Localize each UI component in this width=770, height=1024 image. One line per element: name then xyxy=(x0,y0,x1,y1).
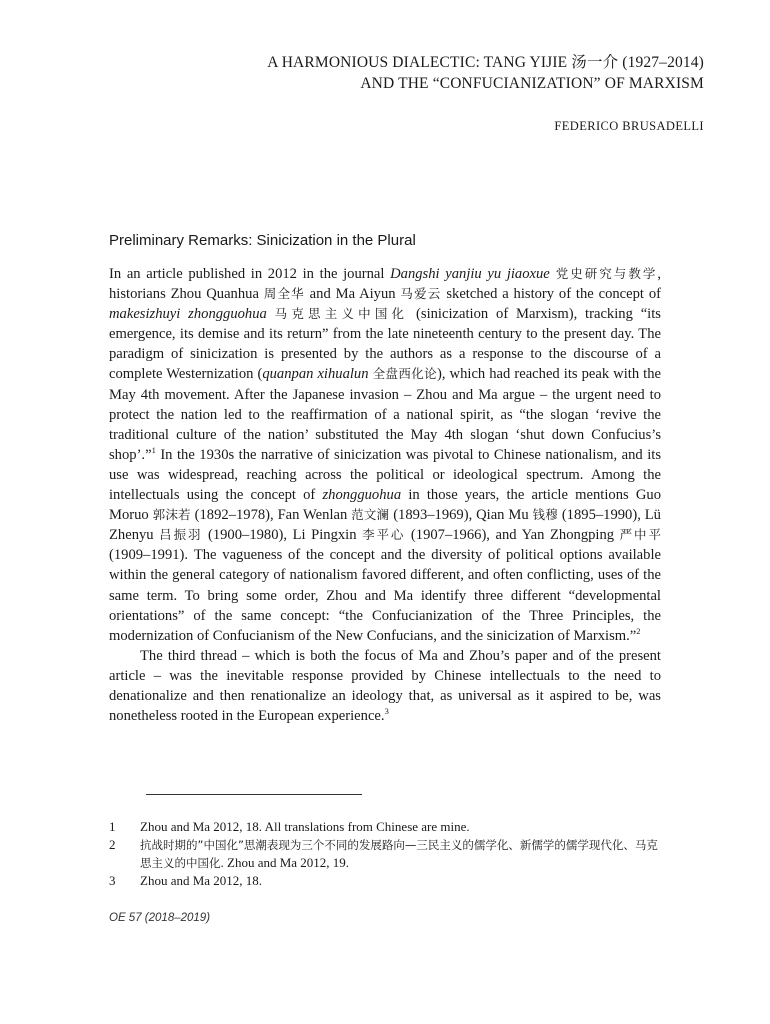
text-run: (1900–1980), Li Pingxin xyxy=(202,527,363,544)
text-run: (1893–1969), Qian Mu xyxy=(389,507,533,524)
footnote-text xyxy=(140,818,661,836)
text-run xyxy=(267,306,275,322)
chinese-characters: 吕振羽 xyxy=(159,527,203,543)
text-run: The third thread – which is both the focus of Ma and Zhou’s paper and of the present article – was the inevitable response provided by Chinese intellectuals to the need to denationalize and then renationalize an ideology that, as universal as it aspired to be, was nonetheless rooted in the European experience. xyxy=(109,647,661,725)
text-run: (1895–1990), Lü Zhenyu xyxy=(109,507,661,544)
chinese-characters: 周全华 xyxy=(263,286,305,302)
chinese-characters: 抗战时期的”中国化”思潮表现为三个不同的发展路向—三民主义的儒学化、新儒学的儒学现代化、马克思主义的中国化 xyxy=(140,838,658,870)
footnote-reference: 3 xyxy=(384,706,389,717)
chinese-characters: 郭沫若 xyxy=(152,507,191,523)
text-run: and Ma Aiyun xyxy=(304,286,401,303)
article-title-line-1: A HARMONIOUS DIALECTIC: TANG YIJIE 汤一介 (1927–2014) xyxy=(267,54,704,71)
footnote-number: 3 xyxy=(109,873,116,888)
section-heading: Preliminary Remarks: Sinicization in the Plural xyxy=(109,232,416,249)
italic-term: zhongguohua xyxy=(322,487,402,504)
italic-term: quanpan xihualun xyxy=(262,366,369,383)
paragraph-2 xyxy=(109,646,661,726)
text-run: In the 1930s the narrative of sinicization was pivotal to Chinese nationalism, and its use was widespread, reaching across the political or ideological spectrum. Among the intellectuals using the concept of xyxy=(109,446,661,504)
text-run: (1892–1978), Fan Wenlan xyxy=(190,507,352,524)
text-run: . Zhou and Ma 2012, 19. xyxy=(220,855,350,870)
text-run: In an article published in 2012 in the journal xyxy=(109,266,391,282)
chinese-characters: 马克思主义中国化 xyxy=(274,306,409,322)
chinese-characters: 全盘西化论 xyxy=(372,366,438,382)
article-title-line-2: AND THE “CONFUCIANIZATION” OF MARXISM xyxy=(360,75,704,92)
footnote-separator xyxy=(146,794,362,795)
footnote-number: 2 xyxy=(109,837,116,852)
italic-term: Dangshi yanjiu yu jiaoxue xyxy=(390,266,550,282)
text-run: Zhou and Ma 2012, 18. All translations from Chinese are mine. xyxy=(140,819,470,834)
text-run: (1909–1991). The vagueness of the concept and the diversity of political options available within the general category of nationalism favored different, and often conflicting, uses of the same term. To bring some order, Zhou and Ma identify three different “developmental orientations” of the same concept: “the Confucianization of the Three Principles, the modernization of Confucianism of the New Confucians, and the sinicization of Marxism.” xyxy=(109,547,661,644)
footnote-number: 1 xyxy=(109,819,116,834)
text-run: in those years, the article mentions Guo Moruo xyxy=(109,487,661,524)
footnote-reference: 2 xyxy=(636,625,641,636)
chinese-characters: 严中平 xyxy=(619,527,661,543)
chinese-characters: 钱穆 xyxy=(532,507,558,523)
chinese-characters: 李平心 xyxy=(362,527,406,543)
paragraph-1 xyxy=(109,264,661,646)
footnote xyxy=(109,818,661,836)
footnote-text xyxy=(140,872,661,890)
journal-footer: OE 57 (2018–2019) xyxy=(109,912,211,924)
text-run: , historians Zhou Quanhua xyxy=(109,266,661,303)
text-run: sketched a history of the concept of xyxy=(441,286,661,303)
text-run: ), which had reached its peak with the May 4th movement. After the Japanese invasion – Zhou and Ma argue – the urgent need to protect the nation led to the reaffirmation of a national spirit, as “the slogan ‘revive the traditional culture of the nation’ substituted the May 4th slogan ‘shut down Confucius’s shop’.” xyxy=(109,366,661,463)
chinese-characters: 马爱云 xyxy=(400,286,442,302)
text-run: Zhou and Ma 2012, 18. xyxy=(140,873,263,888)
footnote-text xyxy=(140,836,661,872)
article-title xyxy=(267,52,704,94)
body-text xyxy=(109,264,661,726)
text-run: (1907–1966), and Yan Zhongping xyxy=(405,527,620,544)
chinese-characters: 范文澜 xyxy=(351,507,390,523)
chinese-characters: 党史研究与教学 xyxy=(549,266,658,281)
author-name: FEDERICO BRUSADELLI xyxy=(554,119,704,133)
footnote xyxy=(109,836,661,872)
footnote xyxy=(109,872,661,890)
footnote-reference: 1 xyxy=(151,444,156,455)
footnotes xyxy=(109,818,661,890)
text-run: (sinicization of Marxism), tracking “its emergence, its demise and its return” from the late nineteenth century to the present day. The paradigm of sinicization is presented by the authors as a response to the discourse of a complete Westernization ( xyxy=(109,306,661,383)
italic-term: makesizhuyi zhongguohua xyxy=(109,306,267,323)
